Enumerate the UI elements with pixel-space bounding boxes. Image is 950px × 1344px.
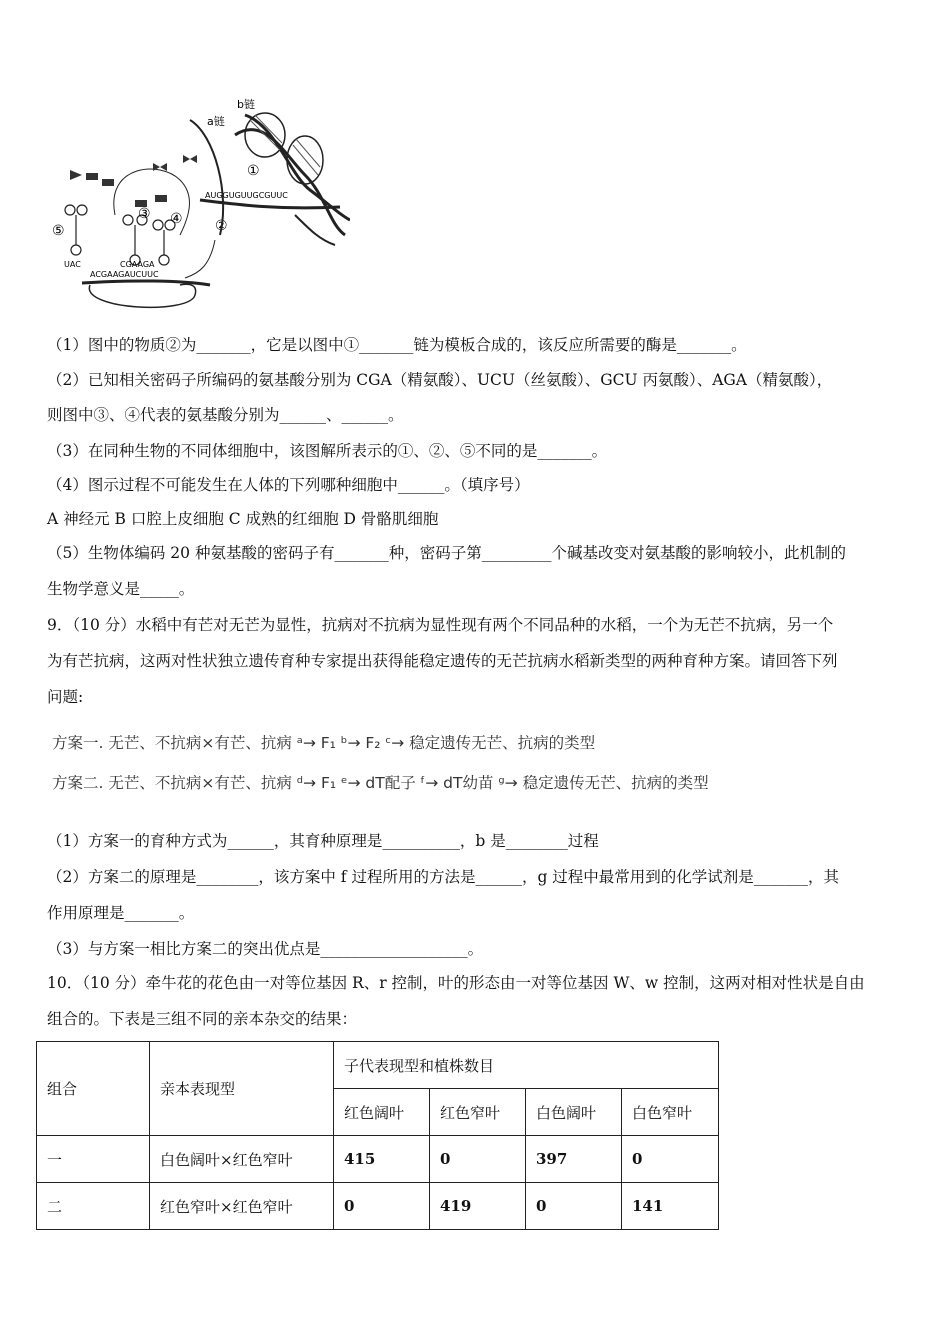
table-row <box>37 1136 719 1183</box>
q8-options: A 神经元 B 口腔上皮细胞 C 成熟的红细胞 D 骨骼肌细胞 <box>47 510 439 528</box>
subheader-red-broad: 红色阔叶 <box>334 1089 430 1136</box>
subheader-red-narrow: 红色窄叶 <box>430 1089 526 1136</box>
trna-5 <box>65 205 87 255</box>
cell-value: 397 <box>526 1136 622 1183</box>
nuclear-envelope <box>295 215 335 245</box>
header-group: 组合 <box>37 1042 150 1136</box>
mrna-bases: AUGGUGUUGCGUUC <box>205 191 288 200</box>
amino-acid <box>155 195 167 202</box>
q9-sub1: （1）方案一的育种方式为______，其育种原理是__________，b 是________过程 <box>47 832 599 850</box>
ribosome <box>89 284 195 307</box>
label-3: ③ <box>138 206 151 222</box>
label-1: ① <box>247 163 260 179</box>
table-row <box>37 1183 719 1230</box>
amino-acid <box>86 173 98 180</box>
header-offspring: 子代表现型和植株数目 <box>334 1042 719 1089</box>
free-amino-acid <box>183 155 197 163</box>
mrna-strand <box>200 200 340 208</box>
q8-part4: （4）图示过程不可能发生在人体的下列哪种细胞中______。（填序号） <box>47 476 530 494</box>
subheader-white-broad: 白色阔叶 <box>526 1089 622 1136</box>
q9-intro-line3: 问题: <box>47 688 84 706</box>
helix-hatch <box>250 120 280 150</box>
cell-value: 415 <box>334 1136 430 1183</box>
amino-acid <box>102 179 114 186</box>
q8-part1: （1）图中的物质②为_______，它是以图中①_______链为模板合成的，该反应所需要的酶是_______。 <box>47 336 747 354</box>
header-parent: 亲本表现型 <box>150 1042 334 1136</box>
q9-sub2-line2: 作用原理是_______。 <box>47 904 195 922</box>
b-chain-label: b链 <box>237 98 255 111</box>
q8-part3: （3）在同种生物的不同体细胞中，该图解所表示的①、②、⑤不同的是_______。 <box>47 442 608 460</box>
transport-arrow <box>185 240 215 278</box>
q8-part2-line2: 则图中③、④代表的氨基酸分别为______、______。 <box>47 406 404 424</box>
q8-part5-line2: 生物学意义是_____。 <box>47 580 195 598</box>
cell-group: 二 <box>37 1183 150 1230</box>
mrna-bottom-bases: ACGAAGAUCUUC <box>90 270 159 279</box>
subheader-white-narrow: 白色窄叶 <box>622 1089 719 1136</box>
label-2: ② <box>215 218 228 234</box>
cell-value: 0 <box>622 1136 719 1183</box>
cell-parent: 红色窄叶×红色窄叶 <box>150 1183 334 1230</box>
cell-group: 一 <box>37 1136 150 1183</box>
label-4: ④ <box>170 211 183 227</box>
anticodon-label: UAC <box>64 260 81 269</box>
a-chain-label: a链 <box>207 115 225 128</box>
trna-3 <box>123 215 147 265</box>
q10-intro-line1: 10．（10 分）牵牛花的花色由一对等位基因 R、r 控制，叶的形态由一对等位基因 W、w 控制，这两对相对性状是自由 <box>47 974 865 992</box>
q9-intro-line2: 为有芒抗病，这两对性状独立遗传育种专家提出获得能稳定遗传的无芒抗病水稻新类型的两种育种方案。请回答下列 <box>47 652 838 670</box>
q9-intro-line1: 9．（10 分）水稻中有芒对无芒为显性，抗病对不抗病为显性现有两个不同品种的水稻，一个为无芒不抗病，另一个 <box>47 616 834 634</box>
amino-acid-chain <box>70 170 82 180</box>
q9-sub2-line1: （2）方案二的原理是________，该方案中 f 过程所用的方法是______，g 过程中最常用到的化学试剂是_______，其 <box>47 868 840 886</box>
q8-part2-line1: （2）已知相关密码子所编码的氨基酸分别为 CGA（精氨酸）、UCU（丝氨酸）、GCU 丙氨酸）、AGA（精氨酸）， <box>47 371 833 389</box>
label-5: ⑤ <box>52 223 65 239</box>
codon-label: CGAAGA <box>120 260 155 269</box>
q9-sub3: （3）与方案一相比方案二的突出优点是___________________。 <box>47 940 484 958</box>
cell-value: 0 <box>430 1136 526 1183</box>
cell-value: 0 <box>526 1183 622 1230</box>
cross-result-table <box>36 1041 719 1230</box>
breeding-scheme-2: 方案二. 无芒、不抗病×有芒、抗病 ᵈ→ F₁ ᵉ→ dT配子 ᶠ→ dT幼苗 ᵍ→ 稳定遗传无芒、抗病的类型 <box>52 774 709 792</box>
transcription-translation-diagram <box>50 95 350 320</box>
cell-value: 0 <box>334 1183 430 1230</box>
cell-parent: 白色阔叶×红色窄叶 <box>150 1136 334 1183</box>
cell-value: 419 <box>430 1183 526 1230</box>
q10-intro-line2: 组合的。下表是三组不同的亲本杂交的结果： <box>47 1010 358 1028</box>
cell-value: 141 <box>622 1183 719 1230</box>
breeding-scheme-1: 方案一. 无芒、不抗病×有芒、抗病 ᵃ→ F₁ ᵇ→ F₂ ᶜ→ 稳定遗传无芒、抗病的类型 <box>52 734 596 752</box>
q8-part5-line1: （5）生物体编码 20 种氨基酸的密码子有_______种，密码子第_________个碱基改变对氨基酸的影响较小，此机制的 <box>47 544 846 562</box>
